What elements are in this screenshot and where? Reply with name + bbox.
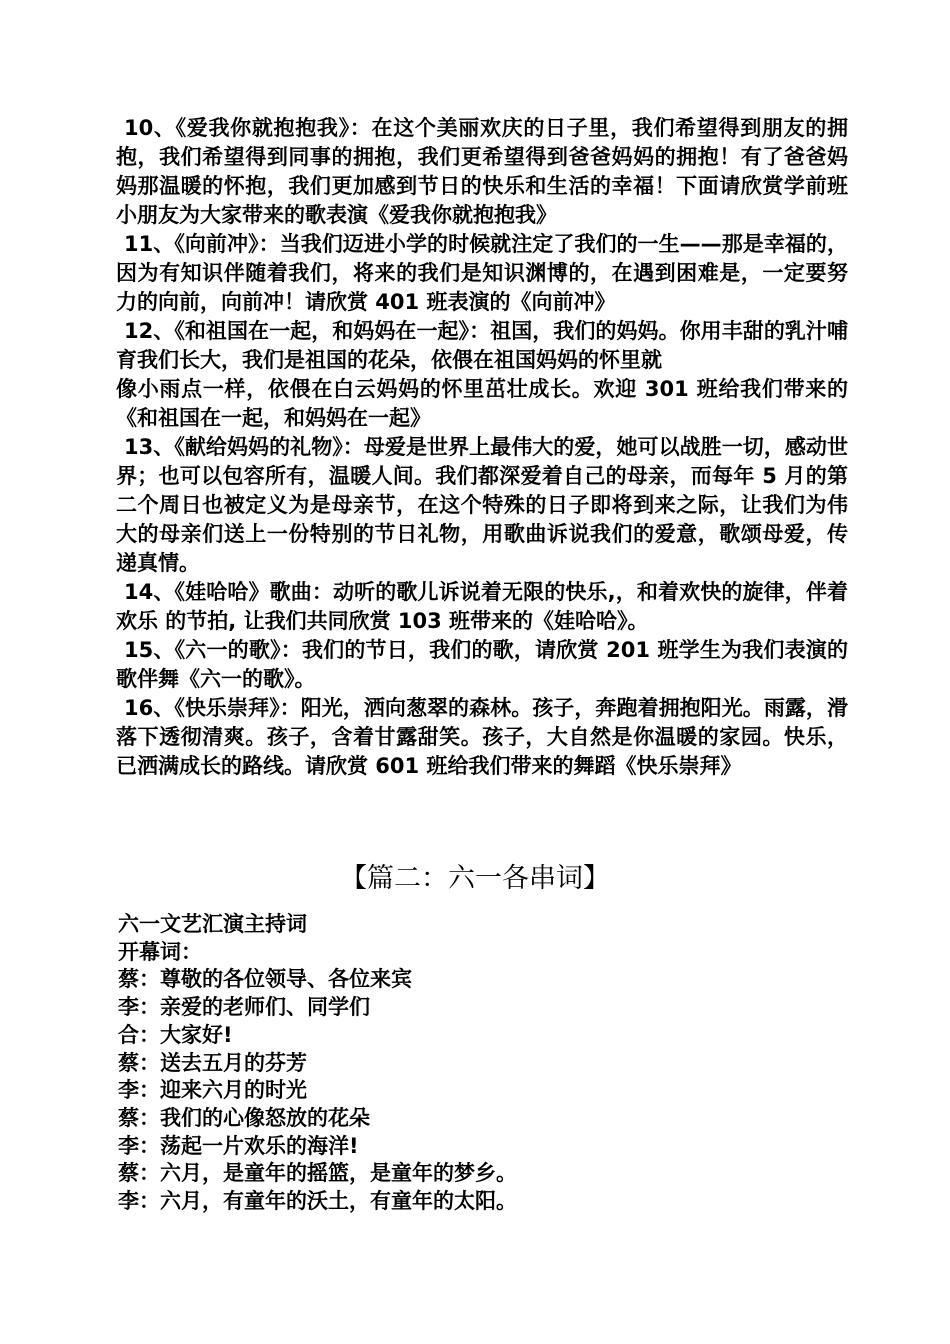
script-line: 蔡：尊敬的各位领导、各位来宾 <box>118 967 412 992</box>
paragraph-item-12 <box>116 317 848 375</box>
paragraph-text: 16、《快乐崇拜》：阳光，洒向葱翠的森林。孩子，奔跑着拥抱阳光。雨露，滑落下透彻清爽。孩子，含着甘露甜笑。孩子，大自然是你温暖的家园。快乐，已洒满成长的路线。请欣赏 601 班给我们带来的舞蹈《快乐崇拜》 <box>116 696 848 778</box>
script-subtitle: 开幕词： <box>118 939 202 964</box>
section-title: 【篇二：六一各串词】 <box>340 863 610 894</box>
script-line: 蔡：送去五月的芬芳 <box>118 1050 307 1075</box>
program-paragraphs <box>116 114 848 781</box>
script-line: 合：大家好! <box>118 1022 233 1047</box>
script-line: 李：亲爱的老师们、同学们 <box>118 995 370 1020</box>
script-line: 李：迎来六月的时光 <box>118 1078 307 1103</box>
host-script <box>118 911 838 1216</box>
script-line: 蔡：六月，是童年的摇篮，是童年的梦乡。 <box>118 1161 517 1186</box>
paragraph-text: 像小雨点一样，依偎在白云妈妈的怀里茁壮成长。欢迎 301 班给我们带来的《和祖国在一起，和妈妈在一起》 <box>116 377 848 430</box>
paragraph-item-11 <box>116 230 848 317</box>
paragraph-text: 14、《娃哈哈》歌曲：动听的歌儿诉说着无限的快乐,，和着欢快的旋律，伴着欢乐 的节拍, 让我们共同欣赏 103 班带来的《娃哈哈》。 <box>116 580 848 633</box>
paragraph-text: 13、《献给妈妈的礼物》：母爱是世界上最伟大的爱，她可以战胜一切，感动世界；也可以包容所有，温暖人间。我们都深爱着自己的母亲，而每年 5 月的第二个周日也被定义为是母亲节，在这个特殊的日子即将到来之际，让我们为伟大的母亲们送上一份特别的节日礼物，用歌曲诉说我们的爱意，歌颂母爱，传递真情。 <box>116 435 848 575</box>
script-line: 李：六月，有童年的沃土，有童年的太阳。 <box>118 1189 517 1214</box>
paragraph-item-12-continued <box>116 375 848 433</box>
paragraph-text: 10、《爱我你就抱抱我》：在这个美丽欢庆的日子里，我们希望得到朋友的拥抱，我们希望得到同事的拥抱，我们更希望得到爸爸妈妈的拥抱！有了爸爸妈妈那温暖的怀抱，我们更加感到节日的快乐和生活的幸福！下面请欣赏学前班小朋友为大家带来的歌表演《爱我你就抱抱我》 <box>116 116 848 227</box>
paragraph-text: 12、《和祖国在一起，和妈妈在一起》：祖国，我们的妈妈。你用丰甜的乳汁哺育我们长大，我们是祖国的花朵，依偎在祖国妈妈的怀里就 <box>116 319 848 372</box>
paragraph-item-14 <box>116 578 848 636</box>
script-title: 六一文艺汇演主持词 <box>118 912 307 936</box>
script-line: 李：荡起一片欢乐的海洋! <box>118 1133 359 1158</box>
paragraph-item-16 <box>116 694 848 781</box>
paragraph-item-10 <box>116 114 848 230</box>
paragraph-item-13 <box>116 433 848 578</box>
paragraph-text: 11、《向前冲》：当我们迈进小学的时候就注定了我们的一生——那是幸福的，因为有知识伴随着我们，将来的我们是知识渊博的，在遇到困难是，一定要努力的向前，向前冲！请欣赏 401 班表演的《向前冲》 <box>116 232 848 314</box>
paragraph-item-15 <box>116 636 848 694</box>
script-line: 蔡：我们的心像怒放的花朵 <box>118 1105 370 1130</box>
paragraph-text: 15、《六一的歌》：我们的节日，我们的歌，请欣赏 201 班学生为我们表演的歌伴舞《六一的歌》。 <box>116 638 848 691</box>
